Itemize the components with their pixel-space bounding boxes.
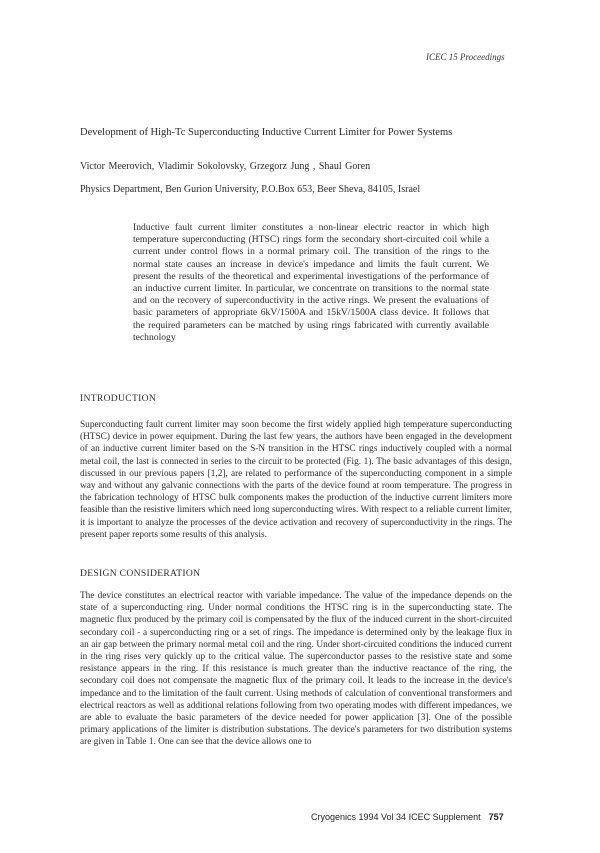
abstract-paragraph: Inductive fault current limiter constitutes a non-linear electric reactor in which high temperature superconducting (HTSC) rings form the secondary short-circuited coil while a current under control flows in a normal primary coil. The transition of the rings to the normal state causes an increase in device's impedance and limits the fault current. We present the results of the theoretical and experimental investigations of the performance of an inductive current limiter. In particular, we concentrate on transitions to the normal state and on the recovery of superconductivity in the active rings. We present the evaluations of basic parameters of appropriate 6kV/1500A and 15kV/1500A class device. It follows that the required parameters can be matched by using rings fabricated with currently available technology (133, 222, 489, 343)
proceedings-header: ICEC 15 Proceedings (426, 52, 505, 62)
section-heading-design-consideration: DESIGN CONSIDERATION (80, 568, 201, 579)
authors-line: Victor Meerovich, Vladimir Sokolovsky, Grzegorz Jung , Shaul Goren (80, 161, 371, 172)
paper-title: Development of High-Tc Superconducting Inductive Current Limiter for Power Systems (80, 127, 453, 138)
page-footer (311, 812, 504, 822)
section-heading-introduction: INTRODUCTION (80, 393, 157, 404)
design-consideration-paragraph: The device constitutes an electrical reactor with variable impedance. The value of the impedance depends on the state of a superconducting ring. Under normal conditions the HTSC ring is in the superconducting state. The magnetic flux produced by the primary coil is compensated by the flux of the induced current in the short-circuited secondary coil - a superconducting ring or a set of rings. The impedance is determined only by the leakage flux in an air gap between the primary normal metal coil and the ring. Under short-circuited conditions the induced current in the ring rises very quickly up to the critical value. The superconductor passes to the resistive state and some resistance appears in the ring. If this resistance is much greater than the inductive reactance of the ring, the secondary coil does not compensate the magnetic flux of the primary coil. It leads to the increase in the device's impedance and to the limitation of the fault current. Using methods of calculation of conventional transformers and electrical reactors as well as additional relations following from two operating modes with different impedances, we are able to evaluate the basic parameters of the device needed for power application [3]. One of the possible primary applications of the limiter is distribution substations. The device's parameters for two distribution systems are given in Table 1. One can see that the device allows one to (80, 591, 512, 748)
journal-citation: Cryogenics 1994 Vol 34 ICEC Supplement (311, 812, 481, 822)
affiliation-line: Physics Department, Ben Gurion University, P.O.Box 653, Beer Sheva, 84105, Israel (80, 184, 421, 195)
page-number: 757 (488, 812, 504, 822)
introduction-paragraph: Superconducting fault current limiter may soon become the first widely applied high temperature superconducting (HTSC) device in power equipment. During the last few years, the authors have been engaged in the development of an inductive current limiter based on the S-N transition in the HTSC rings inductively coupled with a normal metal coil, the last is connected in series to the circuit to be protected (Fig. 1). The basic advantages of this design, discussed in our previous papers [1,2], are related to performance of the superconducting component in a simple way and without any galvanic connections with the parts of the device found at room temperature. The progress in the fabrication technology of HTSC bulk components makes the production of the inductive current limiters more feasible than the resistive limiters which need long superconducting wires. With respect to a reliable current limiter, it is important to analyze the processes of the device activation and recovery of superconductivity in the rings. The present paper reports some results of this analysis. (80, 420, 512, 540)
